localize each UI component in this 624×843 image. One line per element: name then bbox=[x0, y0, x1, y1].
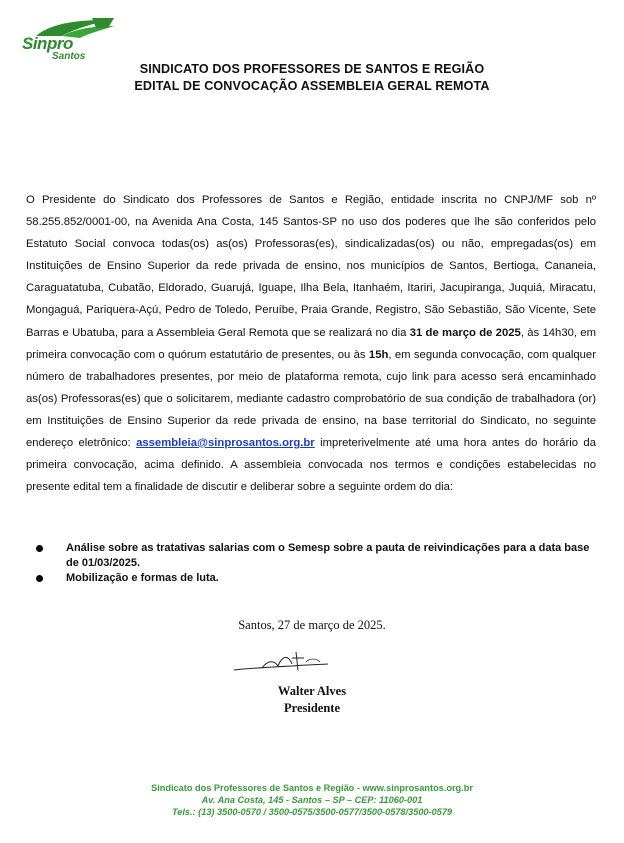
body-text-part-1: O Presidente do Sindicato dos Professores de Santos e Região, entidade inscrita no CNPJ/MF sob nº 58.255.852/0001-00, na Avenida Ana Costa, 145 Santos-SP no uso dos poderes que lhe são conferidos pelo Estatuto Social convoca todas(os) as(os) Professoras(es), sindicalizadas(os) ou não, empregadas(os) em Instituições de Ensino Superior da rede privada de ensino, nos municípios de Santos, Bertioga, Cananeia, Caraguatatuba, Cubatão, Eldorado, Guarujá, Iguape, Ilha Bela, Itanhaém, Itariri, Jacupiranga, Juquiá, Miracatu, Mongaguá, Pariquera-Açú, Pedro de Toledo, Peruíbe, Praia Grande, Registro, São Sebastião, São Vicente, Sete Barras e Ubatuba, para a Assembleia Geral Remota que se realizará no dia bbox=[26, 194, 596, 339]
convocation-paragraph bbox=[26, 189, 596, 498]
agenda-item bbox=[36, 571, 596, 586]
bullet-icon bbox=[36, 575, 43, 582]
document-title: EDITAL DE CONVOCAÇÃO ASSEMBLEIA GERAL REMOTA bbox=[134, 79, 490, 93]
logo-subtitle: Santos bbox=[52, 51, 86, 62]
handwritten-signature bbox=[232, 646, 332, 674]
assembly-date: 31 de março de 2025 bbox=[409, 326, 521, 339]
agenda-item-text: Análise sobre as tratativas salarias com o Semesp sobre a pauta de reivindicações para a data base de 01/03/2025. bbox=[66, 542, 590, 569]
logo-wordmark: Sinpro bbox=[22, 34, 73, 53]
agenda-item bbox=[36, 541, 596, 571]
union-title: SINDICATO DOS PROFESSORES DE SANTOS E REGIÃO bbox=[139, 62, 485, 76]
place-date: Santos, 27 de março de 2025. bbox=[238, 618, 386, 632]
body-text-part-4: impreterivelmente até uma hora antes do horário da primeira convocação, acima definido. A assembleia convocada nos termos e condições estabelecidas no presente edital tem a finalidade de discutir e deliberar sobre a seguinte ordem do dia: bbox=[26, 437, 596, 494]
body-text-part-2: , às 14h30, em primeira convocação com o quórum estatutário de presentes, ou às bbox=[26, 326, 597, 361]
footer-organization: Sindicato dos Professores de Santos e Região - www.sinprosantos.org.br bbox=[151, 783, 473, 793]
footer-phones: Tels.: (13) 3500-0570 / 3500-0575/3500-0577/3500-0578/3500-0579 bbox=[171, 807, 453, 817]
agenda-list bbox=[36, 541, 596, 586]
agenda-item-text: Mobilização e formas de luta. bbox=[66, 572, 219, 584]
signatory-role: Presidente bbox=[283, 701, 340, 715]
bullet-icon bbox=[36, 545, 43, 552]
signatory-name: Walter Alves bbox=[277, 684, 347, 698]
sinpro-logo bbox=[22, 18, 118, 62]
email-link[interactable]: assembleia@sinprosantos.org.br bbox=[136, 437, 315, 450]
second-call-hour: 15h bbox=[368, 348, 389, 361]
footer-address: Av. Ana Costa, 145 - Santos – SP – CEP: 11060-001 bbox=[201, 795, 423, 805]
body-text-part-3: , em segunda convocação, com qualquer número de trabalhadores presentes, por meio de plataforma remota, cujo link para acesso será encaminhado as(os) Professoras(es) que o solicitarem, mediante cadastro comprobatório de sua condição de trabalhadora (or) em Instituições de Ensino Superior da rede privada de ensino, na base territorial do Sindicato, no seguinte endereço eletrônico: bbox=[26, 348, 596, 450]
